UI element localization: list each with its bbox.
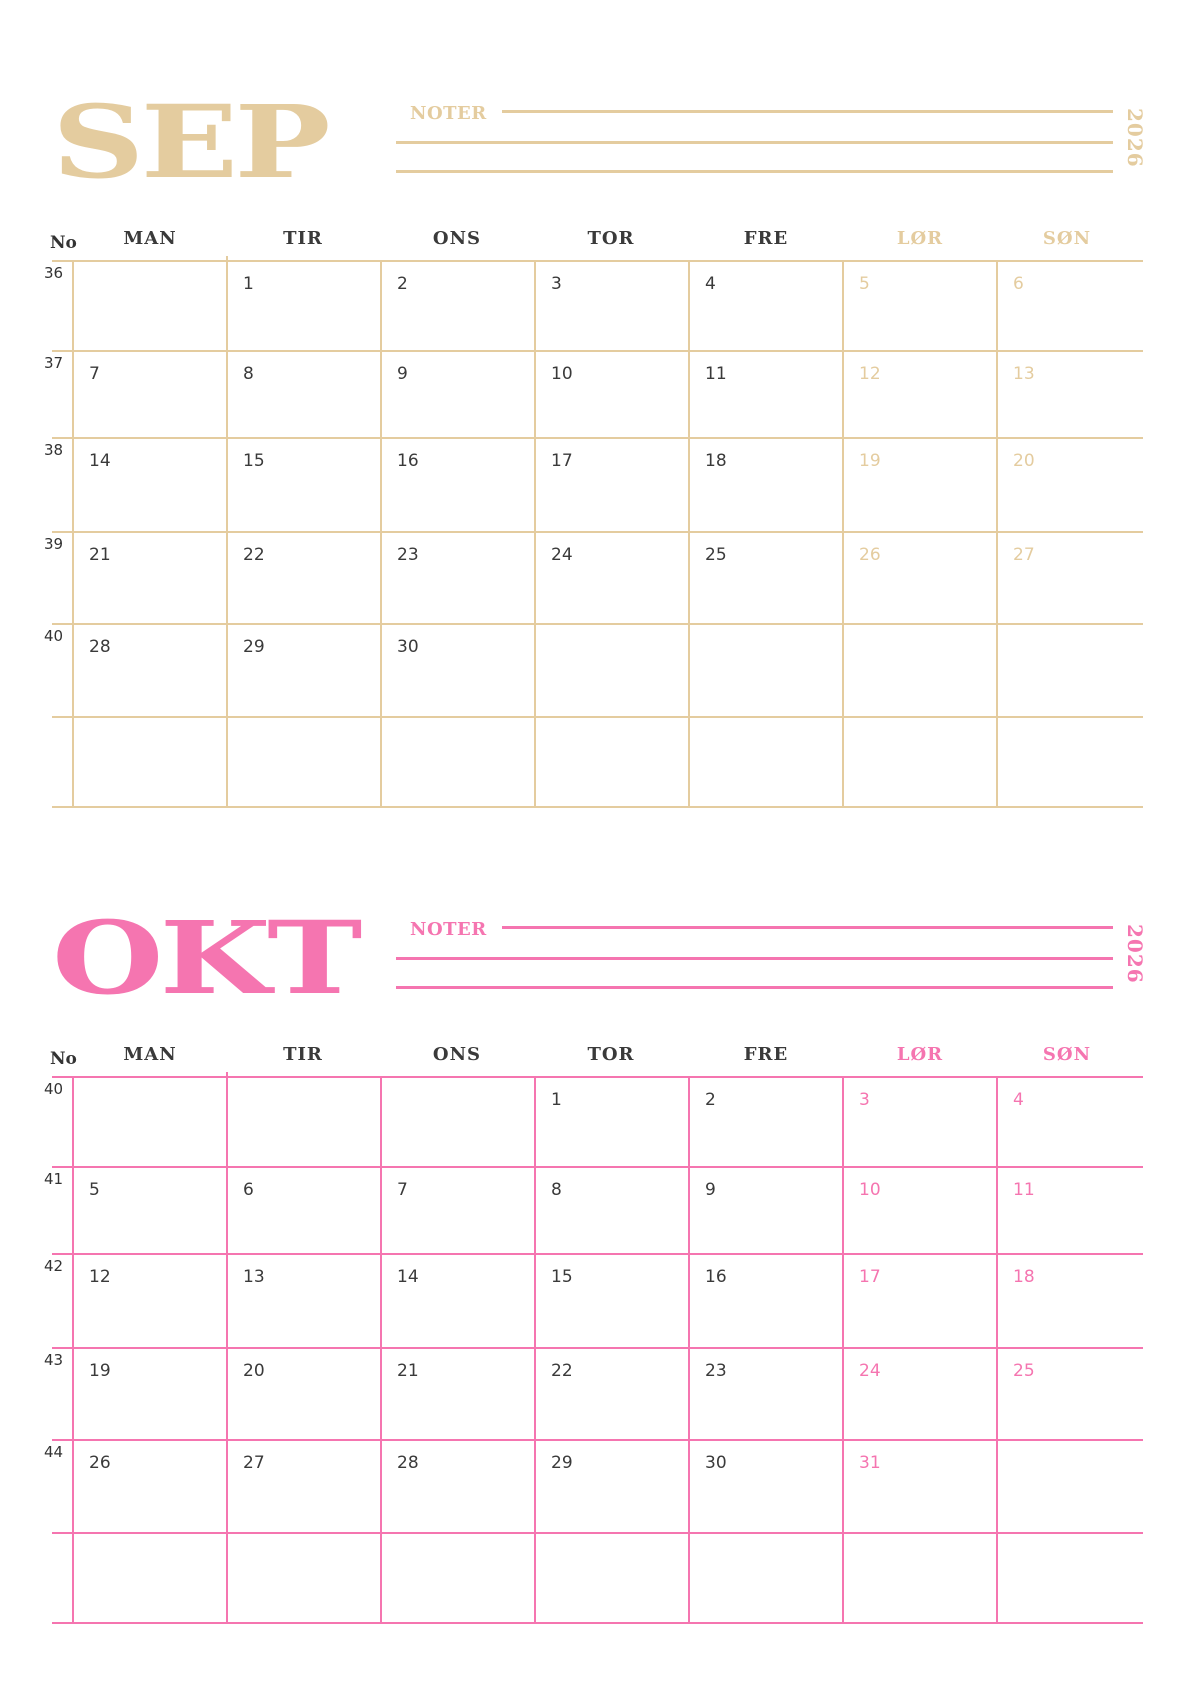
week-number: 43: [44, 1351, 64, 1369]
grid-row-line: [52, 1253, 1143, 1255]
day-cell-date: 20: [243, 1361, 265, 1381]
weekday-header-fre: FRE: [743, 1044, 789, 1065]
day-cell-date: 31: [859, 1453, 881, 1473]
grid-column-line: [996, 260, 998, 806]
grid-column-line: [72, 260, 74, 806]
day-cell-date: 17: [551, 451, 573, 471]
week-number: 44: [44, 1443, 64, 1461]
notes-line: [396, 141, 1113, 144]
notes-line: [396, 170, 1113, 173]
grid-column-line: [842, 1076, 844, 1622]
notes-label: NOTER: [410, 103, 491, 124]
grid-row-line: [52, 350, 1143, 352]
weekday-header-ons: ONS: [432, 228, 482, 249]
notes-label: NOTER: [410, 919, 491, 940]
weekday-header-tor: TOR: [587, 1044, 635, 1065]
day-cell-date: 7: [89, 364, 100, 384]
weekday-header-tir: TIR: [283, 1044, 323, 1065]
week-number: 37: [44, 354, 64, 372]
day-cell-date: 17: [859, 1267, 881, 1287]
grid-column-line: [688, 260, 690, 806]
day-cell-date: 8: [551, 1180, 562, 1200]
day-cell-date: 30: [397, 637, 419, 657]
grid-column-line: [226, 256, 228, 806]
day-cell-date: 10: [859, 1180, 881, 1200]
notes-line: [502, 110, 1113, 113]
day-cell-date: 16: [397, 451, 419, 471]
grid-row-line: [52, 1439, 1143, 1441]
day-cell-date: 4: [705, 274, 716, 294]
day-cell-date: 19: [89, 1361, 111, 1381]
day-cell-date: 24: [551, 545, 573, 565]
day-cell-date: 5: [859, 274, 870, 294]
week-number: 41: [44, 1170, 64, 1188]
week-number: 39: [44, 535, 64, 553]
day-cell-date: 2: [705, 1090, 716, 1110]
day-cell-date: 4: [1013, 1090, 1024, 1110]
day-cell-date: 6: [1013, 274, 1024, 294]
day-cell-date: 1: [243, 274, 254, 294]
grid-row-line: [52, 716, 1143, 718]
grid-row-line: [52, 531, 1143, 533]
grid-row-line: [52, 1166, 1143, 1168]
month-title: OKT: [52, 899, 359, 1017]
day-cell-date: 12: [859, 364, 881, 384]
day-cell-date: 11: [1013, 1180, 1035, 1200]
day-cell-date: 9: [397, 364, 408, 384]
weekday-header-søn: SØN: [1042, 228, 1092, 249]
grid-column-line: [534, 260, 536, 806]
day-cell-date: 30: [705, 1453, 727, 1473]
day-cell-date: 10: [551, 364, 573, 384]
day-cell-date: 29: [243, 637, 265, 657]
day-cell-date: 23: [705, 1361, 727, 1381]
day-cell-date: 27: [243, 1453, 265, 1473]
day-cell-date: 3: [551, 274, 562, 294]
weekday-header-fre: FRE: [743, 228, 789, 249]
day-cell-date: 14: [89, 451, 111, 471]
weekday-header-tor: TOR: [587, 228, 635, 249]
day-cell-date: 3: [859, 1090, 870, 1110]
day-cell-date: 24: [859, 1361, 881, 1381]
grid-row-line: [52, 806, 1143, 808]
grid-row-line: [52, 260, 1143, 262]
weekday-header-tir: TIR: [283, 228, 323, 249]
day-cell-date: 6: [243, 1180, 254, 1200]
grid-row-line: [52, 623, 1143, 625]
week-number-header: No: [50, 233, 77, 253]
weekday-header-lør: LØR: [896, 228, 944, 249]
day-cell-date: 8: [243, 364, 254, 384]
week-number: 36: [44, 264, 64, 282]
day-cell-date: 11: [705, 364, 727, 384]
grid-column-line: [688, 1076, 690, 1622]
day-cell-date: 25: [1013, 1361, 1035, 1381]
day-cell-date: 23: [397, 545, 419, 565]
year-label: 2026: [1123, 924, 1147, 984]
grid-row-line: [52, 1532, 1143, 1534]
day-cell-date: 27: [1013, 545, 1035, 565]
day-cell-date: 28: [89, 637, 111, 657]
day-cell-date: 2: [397, 274, 408, 294]
day-cell-date: 22: [551, 1361, 573, 1381]
day-cell-date: 13: [1013, 364, 1035, 384]
notes-line: [396, 986, 1113, 989]
day-cell-date: 25: [705, 545, 727, 565]
grid-row-line: [52, 1076, 1143, 1078]
day-cell-date: 19: [859, 451, 881, 471]
month-title: SEP: [52, 83, 327, 201]
week-number: 40: [44, 1080, 64, 1098]
week-number: 42: [44, 1257, 64, 1275]
day-cell-date: 13: [243, 1267, 265, 1287]
month-section-okt: [0, 816, 1200, 1616]
day-cell-date: 22: [243, 545, 265, 565]
day-cell-date: 26: [859, 545, 881, 565]
day-cell-date: 14: [397, 1267, 419, 1287]
grid-column-line: [842, 260, 844, 806]
grid-row-line: [52, 1622, 1143, 1624]
notes-line: [396, 957, 1113, 960]
day-cell-date: 21: [397, 1361, 419, 1381]
weekday-header-ons: ONS: [432, 1044, 482, 1065]
day-cell-date: 18: [705, 451, 727, 471]
grid-row-line: [52, 1347, 1143, 1349]
year-label: 2026: [1123, 108, 1147, 168]
day-cell-date: 28: [397, 1453, 419, 1473]
day-cell-date: 21: [89, 545, 111, 565]
day-cell-date: 18: [1013, 1267, 1035, 1287]
weekday-header-man: MAN: [123, 1044, 177, 1065]
grid-column-line: [226, 1072, 228, 1622]
grid-column-line: [996, 1076, 998, 1622]
weekday-header-man: MAN: [123, 228, 177, 249]
day-cell-date: 29: [551, 1453, 573, 1473]
grid-column-line: [534, 1076, 536, 1622]
week-number: 38: [44, 441, 64, 459]
day-cell-date: 26: [89, 1453, 111, 1473]
day-cell-date: 15: [551, 1267, 573, 1287]
week-number-header: No: [50, 1049, 77, 1069]
day-cell-date: 15: [243, 451, 265, 471]
day-cell-date: 1: [551, 1090, 562, 1110]
day-cell-date: 16: [705, 1267, 727, 1287]
notes-line: [502, 926, 1113, 929]
grid-row-line: [52, 437, 1143, 439]
day-cell-date: 12: [89, 1267, 111, 1287]
day-cell-date: 5: [89, 1180, 100, 1200]
month-section-sep: [0, 0, 1200, 800]
week-number: 40: [44, 627, 64, 645]
grid-column-line: [380, 1076, 382, 1622]
grid-column-line: [380, 260, 382, 806]
day-cell-date: 20: [1013, 451, 1035, 471]
day-cell-date: 7: [397, 1180, 408, 1200]
weekday-header-lør: LØR: [896, 1044, 944, 1065]
day-cell-date: 9: [705, 1180, 716, 1200]
weekday-header-søn: SØN: [1042, 1044, 1092, 1065]
grid-column-line: [72, 1076, 74, 1622]
